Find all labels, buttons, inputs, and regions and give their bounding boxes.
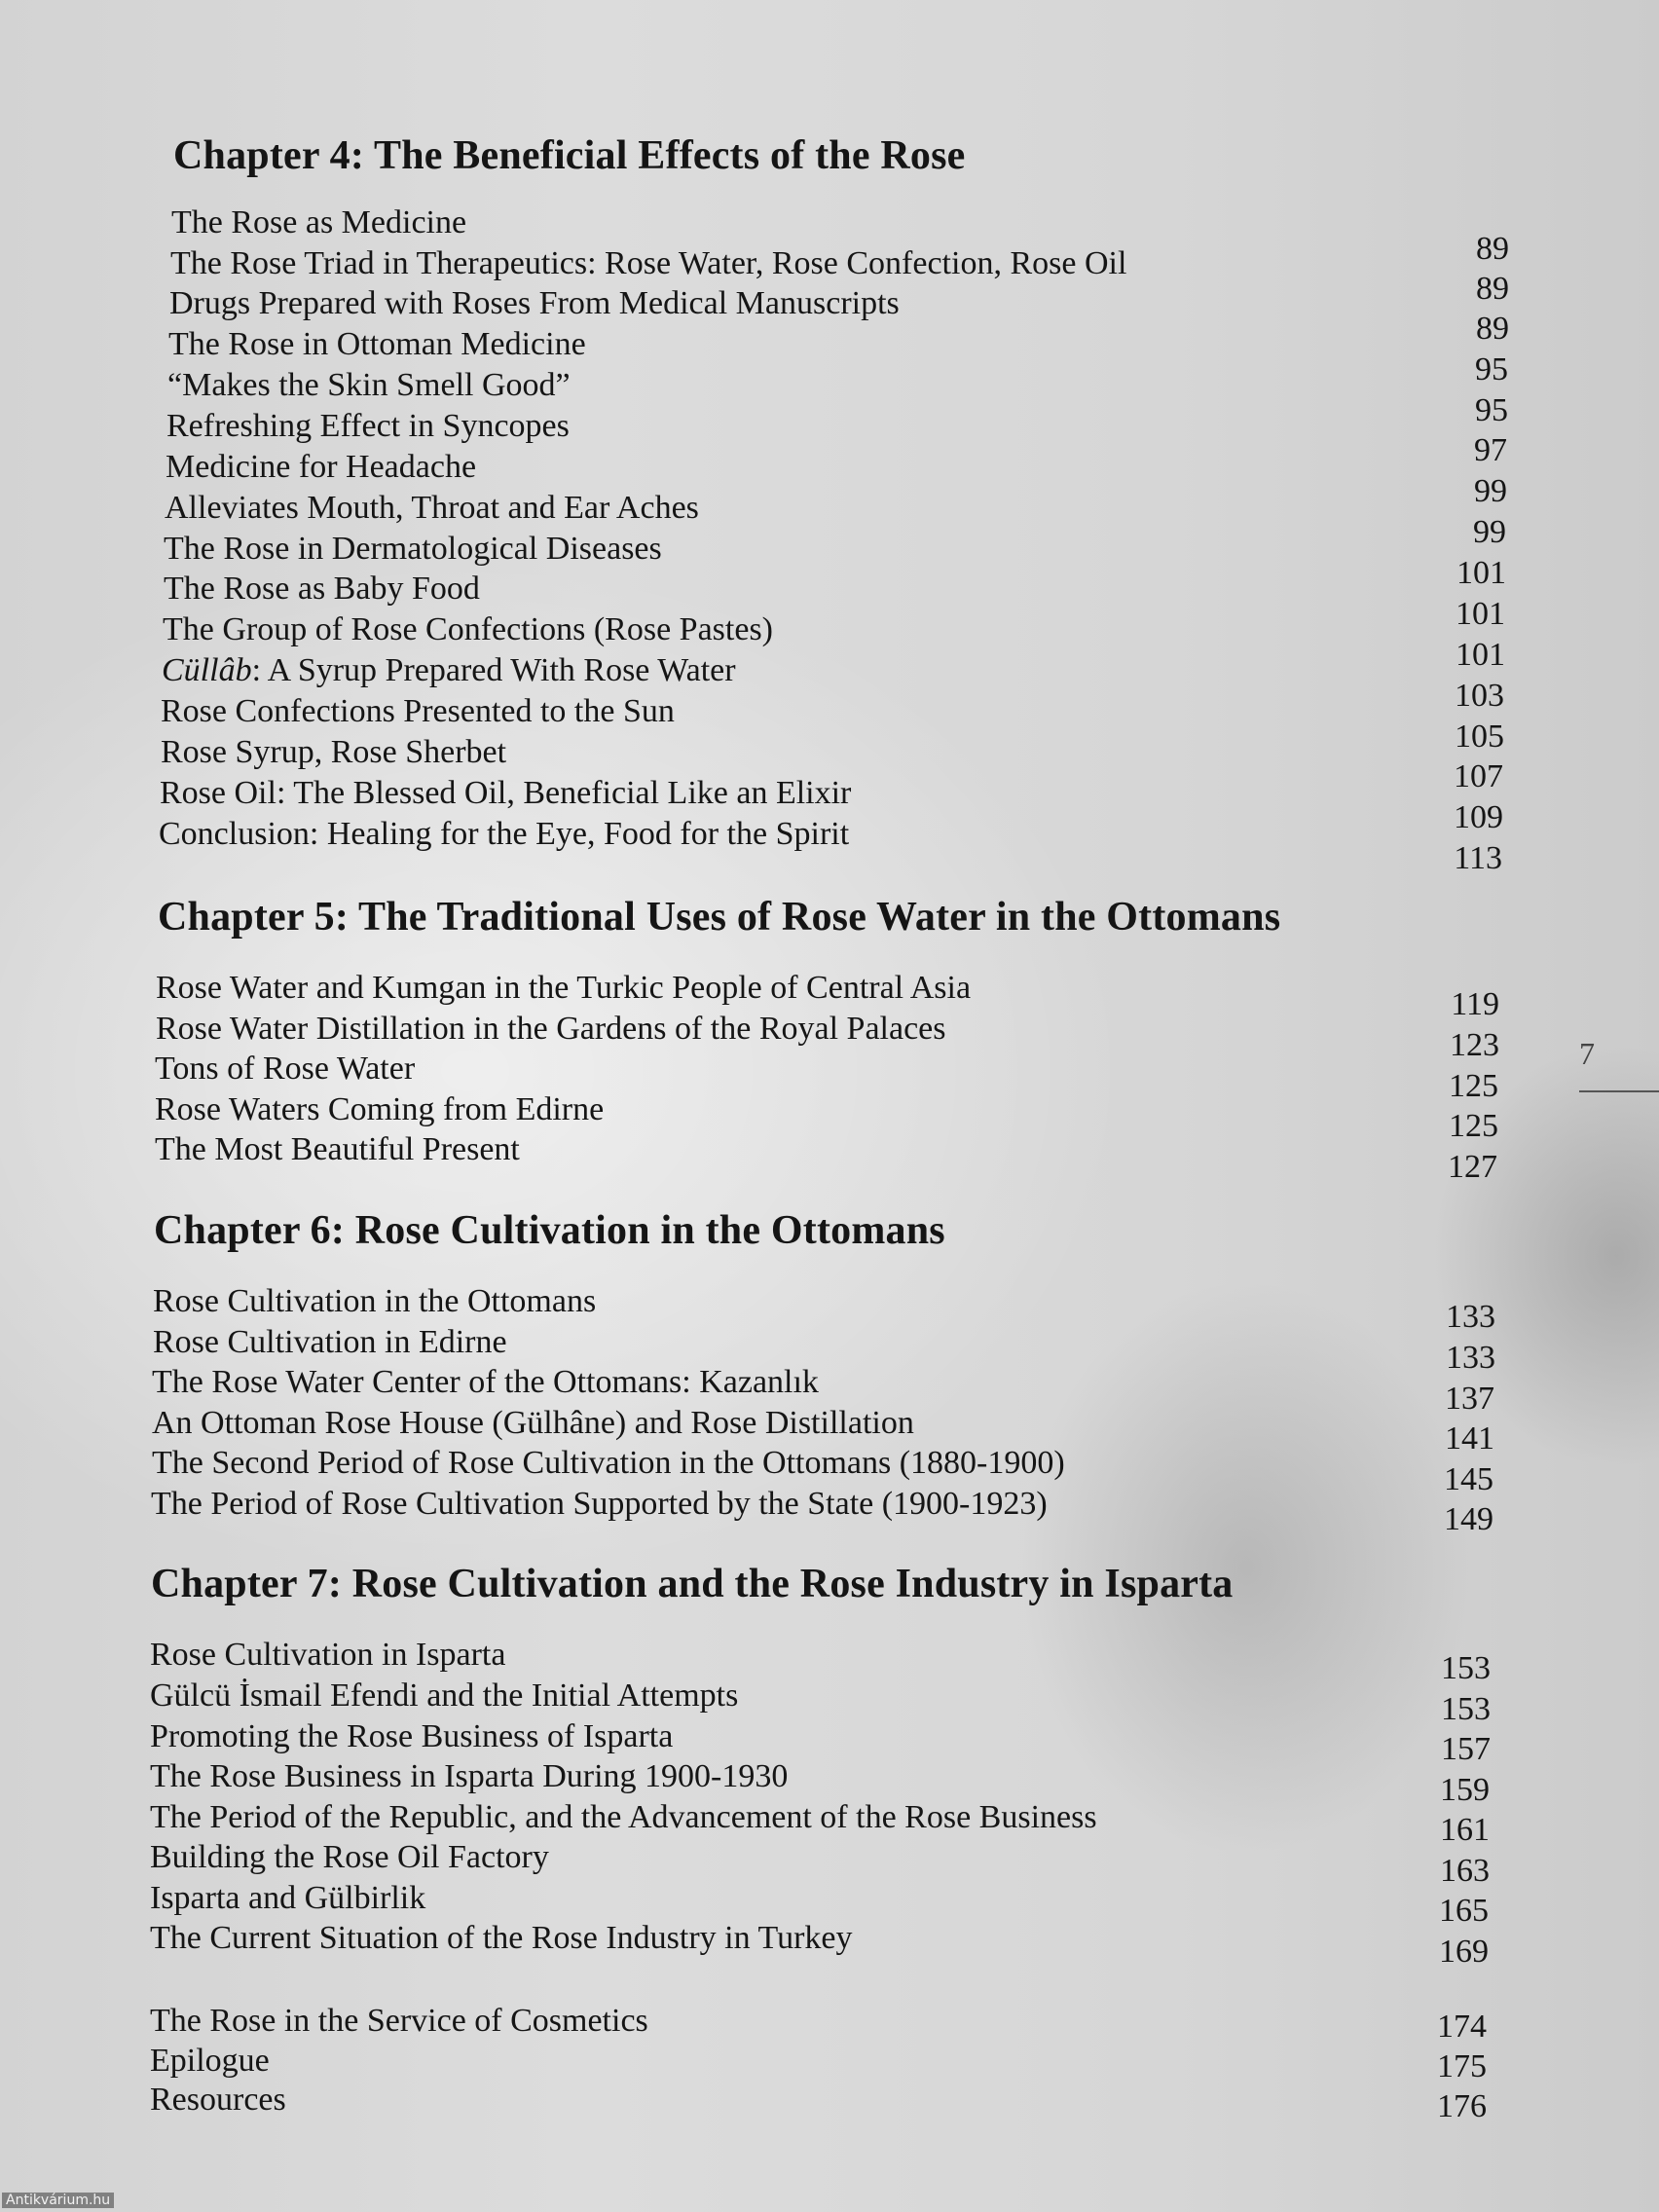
- entry-page: 125: [1449, 1068, 1498, 1104]
- entry-page: 169: [1439, 1934, 1489, 1970]
- entry-title: Rose Oil: The Blessed Oil, Beneficial Like an Elixir: [160, 775, 852, 811]
- entry-title: The Group of Rose Confections (Rose Pastes): [163, 611, 774, 647]
- entry-title: The Most Beautiful Present: [155, 1131, 520, 1167]
- entry-title: Rose Water Distillation in the Gardens of the Royal Palaces: [156, 1011, 946, 1047]
- entry-title: Conclusion: Healing for the Eye, Food for the Spirit: [159, 816, 850, 852]
- entry-page: 89: [1476, 231, 1509, 267]
- watermark: Antikvárium.hu: [2, 2193, 114, 2208]
- entry-title: The Rose as Baby Food: [164, 571, 480, 607]
- entry-title: Resources: [150, 2082, 286, 2118]
- entry-title: The Rose Water Center of the Ottomans: Kazanlık: [152, 1364, 819, 1400]
- entry-title: The Rose as Medicine: [171, 204, 467, 240]
- entry-page: 89: [1476, 271, 1509, 307]
- entry-title: Rose Cultivation in Isparta: [150, 1637, 506, 1673]
- entry-page: 119: [1451, 986, 1499, 1022]
- entry-title: Epilogue: [150, 2043, 270, 2079]
- entry-page: 159: [1440, 1772, 1490, 1808]
- entry-page: 145: [1444, 1461, 1493, 1497]
- entry-title: The Period of Rose Cultivation Supported by the State (1900-1923): [151, 1486, 1048, 1522]
- entry-title: Rose Cultivation in the Ottomans: [153, 1283, 597, 1319]
- entry-title: Rose Confections Presented to the Sun: [161, 693, 675, 729]
- entry-title: The Rose Business in Isparta During 1900-1930: [150, 1758, 789, 1794]
- entry-page: 163: [1440, 1853, 1490, 1889]
- entry-page: 165: [1439, 1893, 1489, 1929]
- entry-page: 149: [1444, 1501, 1493, 1537]
- entry-title: “Makes the Skin Smell Good”: [167, 367, 571, 403]
- entry-title-italic: Cüllâb: [162, 652, 252, 688]
- entry-page: 137: [1445, 1381, 1494, 1417]
- entry-page: 101: [1456, 555, 1506, 591]
- entry-page: 123: [1450, 1027, 1499, 1063]
- chapter-title: Chapter 7: Rose Cultivation and the Rose Industry in Isparta: [151, 1562, 1234, 1606]
- entry-page: 176: [1437, 2088, 1487, 2124]
- entry-title: Medicine for Headache: [166, 449, 477, 485]
- entry-page: 95: [1475, 351, 1508, 387]
- entry-title: The Current Situation of the Rose Industry in Turkey: [150, 1920, 853, 1956]
- entry-title: Rose Syrup, Rose Sherbet: [161, 734, 507, 770]
- chapter-title: Chapter 4: The Beneficial Effects of the Rose: [173, 133, 966, 178]
- entry-page: 175: [1437, 2048, 1487, 2084]
- entry-page: 99: [1473, 514, 1506, 550]
- entry-page: 103: [1455, 678, 1504, 714]
- entry-page: 99: [1474, 473, 1507, 509]
- entry-page: 101: [1456, 637, 1505, 673]
- entry-title: The Rose in Ottoman Medicine: [168, 326, 586, 362]
- entry-title: Refreshing Effect in Syncopes: [166, 408, 570, 444]
- entry-title-rest: : A Syrup Prepared With Rose Water: [251, 652, 736, 688]
- entry-title: The Period of the Republic, and the Advancement of the Rose Business: [150, 1799, 1097, 1835]
- entry-page: 157: [1441, 1731, 1491, 1767]
- entry-title: Building the Rose Oil Factory: [150, 1839, 549, 1875]
- entry-title: Alleviates Mouth, Throat and Ear Aches: [165, 490, 699, 526]
- entry-title: [162, 651, 736, 690]
- chapter-title: Chapter 5: The Traditional Uses of Rose Water in the Ottomans: [158, 895, 1281, 940]
- entry-title: The Second Period of Rose Cultivation in the Ottomans (1880-1900): [152, 1445, 1065, 1481]
- entry-page: 174: [1437, 2009, 1487, 2045]
- entry-page: 127: [1448, 1149, 1497, 1185]
- entry-title: Rose Cultivation in Edirne: [153, 1324, 507, 1360]
- entry-page: 133: [1446, 1340, 1495, 1376]
- entry-title: The Rose in Dermatological Diseases: [164, 531, 662, 567]
- entry-title: Gülcü İsmail Efendi and the Initial Attempts: [150, 1677, 739, 1714]
- entry-page: 141: [1445, 1420, 1494, 1456]
- entry-title: The Rose Triad in Therapeutics: Rose Water, Rose Confection, Rose Oil: [170, 245, 1127, 281]
- entry-page: 105: [1455, 719, 1504, 755]
- entry-page: 133: [1446, 1299, 1495, 1335]
- entry-page: 125: [1449, 1108, 1498, 1144]
- entry-title: Isparta and Gülbirlik: [150, 1880, 426, 1916]
- entry-page: 153: [1441, 1691, 1491, 1727]
- entry-page: 95: [1475, 392, 1508, 428]
- chapter-title: Chapter 6: Rose Cultivation in the Ottomans: [154, 1208, 945, 1253]
- entry-page: 153: [1441, 1650, 1491, 1686]
- entry-page: 161: [1440, 1812, 1490, 1848]
- entry-page: 101: [1456, 596, 1505, 632]
- entry-title: Promoting the Rose Business of Isparta: [150, 1718, 674, 1754]
- page-number: 7: [1579, 1036, 1595, 1071]
- entry-page: 113: [1454, 840, 1502, 876]
- entry-page: 97: [1474, 432, 1507, 468]
- entry-page: 109: [1454, 799, 1503, 835]
- page-number-rule: [1579, 1090, 1659, 1092]
- entry-title: The Rose in the Service of Cosmetics: [150, 2003, 648, 2039]
- entry-title: Tons of Rose Water: [155, 1051, 416, 1087]
- entry-title: Rose Water and Kumgan in the Turkic People of Central Asia: [156, 970, 972, 1006]
- entry-title: An Ottoman Rose House (Gülhâne) and Rose Distillation: [152, 1405, 914, 1441]
- entry-page: 89: [1476, 311, 1509, 347]
- entry-title: Drugs Prepared with Roses From Medical Manuscripts: [169, 285, 900, 321]
- entry-page: 107: [1454, 758, 1503, 794]
- entry-title: Rose Waters Coming from Edirne: [155, 1091, 605, 1127]
